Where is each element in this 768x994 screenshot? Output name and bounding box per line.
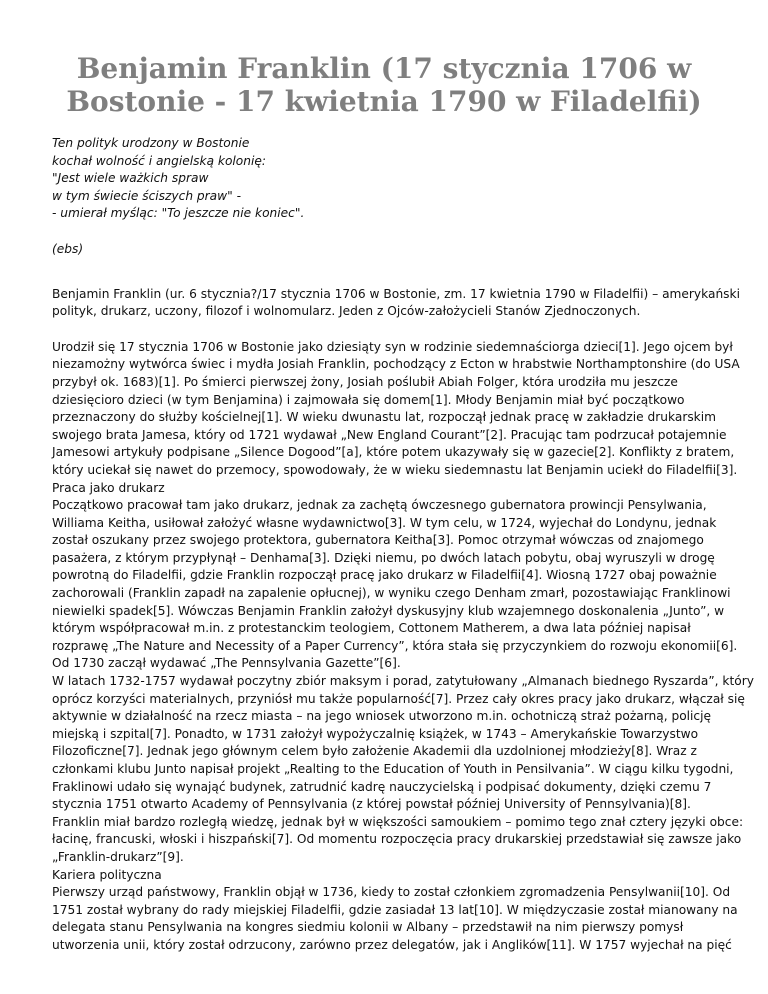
poem-line: Ten polityk urodzony w Bostonie <box>52 136 250 150</box>
page-title: Benjamin Franklin (17 stycznia 1706 w Bostonie - 17 kwietnia 1790 w Filadelfii) <box>66 52 702 118</box>
text-line: dziesięcioro dzieci (w tym Benjamina) i zajmowała się domem[1]. Młody Benjamin miał być początkowo <box>52 392 685 407</box>
text-line: utworzenia unii, który został odrzucony, zarówno przez delegatów, jak i Anglików[11]. W 1757 wyjechał na pięć <box>52 937 732 952</box>
text-line: przybył ok. 1683)[1]. Po śmierci pierwszej żony, Josiah poślubił Abiah Folger, która urodziła mu jeszcze <box>52 374 678 389</box>
section-heading-politics: Kariera polityczna <box>52 867 162 882</box>
poem-line: kochał wolność i angielską kolonię: <box>52 153 266 168</box>
text-line: pasażera, z którym przypłynął – Denhama[3]. Dzięki niemu, po dwóch latach pobytu, obaj wyruszyli w drogę <box>52 550 715 565</box>
text-line: stycznia 1751 otwarto Academy of Pennsylvania (z której powstał później University of Pennsylvania)[8]. <box>52 797 691 812</box>
paragraph-early-life <box>52 339 740 480</box>
intro-paragraph <box>52 286 740 321</box>
text-line: W latach 1732-1757 wydawał poczytny zbiór maksym i porad, zatytułowany „Almanach biednego Ryszarda”, który <box>52 674 754 689</box>
text-line: miejską i szpital[7]. Ponadto, w 1731 założył wypożyczalnię książek, w 1743 – Amerykańskie Towarzystwo <box>52 726 699 741</box>
text-line: który uciekał się nawet do przemocy, spowodowały, że w wieku siedemnastu lat Benjamin uciekł do Filadelfii[3]. <box>52 462 738 477</box>
text-line: Williama Keitha, usiłował założyć własne wydawnictwo[3]. W tym celu, w 1724, wyjechał do Londynu, jednak <box>52 515 717 530</box>
text-line: Benjamin Franklin (ur. 6 stycznia?/17 stycznia 1706 w Bostonie, zm. 17 kwietnia 1790 w Filadelfii) – amerykański <box>52 286 740 301</box>
text-line: powrotną do Filadelfii, gdzie Franklin rozpoczął pracę jako drukarz w Filadelfii[4]. Wiosną 1727 obaj poważnie <box>52 568 717 583</box>
poem-line: w tym świecie ściszych praw" - <box>52 188 241 203</box>
text-line: delegata stanu Pensylwania na kongres siedmiu kolonii w Albany – przedstawił na nim pierwszy pomysł <box>52 920 684 935</box>
text-line: Filozoficzne[7]. Jednak jego głównym celem było założenie Akademii dla uzdolnionej młodzieży[8]. Wraz z <box>52 744 697 759</box>
paragraph-politics <box>52 884 738 954</box>
text-line: Początkowo pracował tam jako drukarz, jednak za zachętą ówczesnego gubernatora prowincji Pensylwania, <box>52 498 707 513</box>
text-line: Od 1730 zaczął wydawać „The Pennsylvania Gazette”[6]. <box>52 656 401 671</box>
text-line: aktywnie w działalność na rzecz miasta – na jego wniosek utworzono m.in. ochotniczą straż pożarną, policję <box>52 709 712 724</box>
poem-signature: (ebs) <box>52 241 84 256</box>
main-text <box>52 339 754 955</box>
paragraph-printer <box>52 497 754 866</box>
text-line: swojego brata Jamesa, który od 1721 wydawał „New England Courant”[2]. Pracując tam podrzucał potajemnie <box>52 427 727 442</box>
text-line: przeznaczony do służby kościelnej[1]. W wieku dwunastu lat, rozpoczął jednak pracę w zakładzie drukarskim <box>52 410 717 425</box>
text-line: łacinę, francuski, włoski i hiszpański[7]. Od momentu rozpoczęcia pracy drukarskiej przedstawiał się zawsze jako <box>52 832 742 847</box>
text-line: polityk, drukarz, uczony, filozof i wolnomularz. Jeden z Ojców-założycieli Stanów Zjednoczonych. <box>52 304 641 319</box>
text-line: Franklin miał bardzo rozległą wiedzę, jednak był w większości samoukiem – pomimo tego znał cztery języki obce: <box>52 814 744 829</box>
text-line: „Franklin-drukarz”[9]. <box>52 849 184 864</box>
text-line: którym współpracował m.in. z protestanckim teologiem, Cottonem Matherem, a dwa lata później napisał <box>52 621 691 636</box>
poem-line: "Jest wiele ważkich spraw <box>52 171 209 186</box>
text-line: Pierwszy urząd państwowy, Franklin objął w 1736, kiedy to został członkiem zgromadzenia Pensylwanii[10]. Od <box>52 885 731 900</box>
text-line: członkami klubu Junto napisał projekt „Realting to the Education of Youth in Pensilvania”. W ciągu kilku tygodni, <box>52 762 734 776</box>
text-line: zachorowali (Franklin zapadł na zapalenie opłucnej), w wyniku czego Denham zmarł, pozostawiając Franklinowi <box>52 586 731 601</box>
text-line: Urodził się 17 stycznia 1706 w Bostonie jako dziesiąty syn w rodzinie siedemnaściorga dzieci[1]. Jego ojcem był <box>52 339 733 354</box>
text-line: oprócz korzyści materialnych, przyniósł mu także popularność[7]. Przez cały okres pracy jako drukarz, włączał się <box>52 691 745 706</box>
text-line: niezamożny wytwórca świec i mydła Josiah Franklin, pochodzący z Ecton w hrabstwie Northamptonshire (do USA <box>52 357 740 372</box>
poem <box>52 135 716 223</box>
text-line: 1751 został wybrany do rady miejskiej Filadelfii, gdzie zasiadał 13 lat[10]. W międzyczasie został mianowany na <box>52 902 738 917</box>
text-line: Fraklinowi udało się wynająć budynek, zatrudnić kadrę nauczycielską i podpisać dokumenty, dzięki czemu 7 <box>52 779 712 794</box>
text-line: niewielki spadek[5]. Wówczas Benjamin Franklin założył dyskusyjny klub wzajemnego doskonalenia „Junto”, w <box>52 603 725 618</box>
text-line: rozprawę „The Nature and Necessity of a Paper Currency”, która stała się przyczynkiem do rozwoju ekonomii[6]. <box>52 638 738 653</box>
poem-line: - umierał myśląc: "To jeszcze nie koniec". <box>52 206 305 221</box>
text-line: Jamesowi artykuły podpisane „Silence Dogood”[a], które potem ukazywały się w gazecie[2]. Konflikty z bratem, <box>52 445 735 460</box>
section-heading-printer: Praca jako drukarz <box>52 480 165 495</box>
text-line: został oszukany przez swojego protektora, gubernatora Keitha[3]. Pomoc otrzymał wówczas od znajomego <box>52 533 704 548</box>
